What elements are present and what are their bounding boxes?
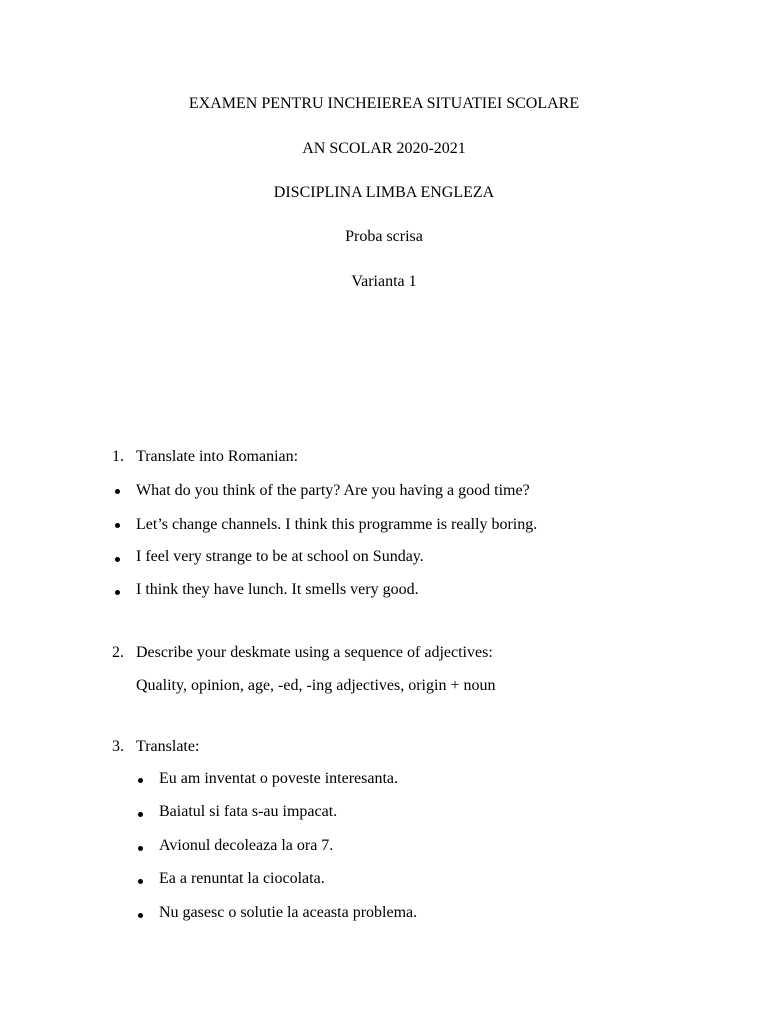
item-1-bullet-2: Let’s change channels. I think this programme is really boring. bbox=[136, 516, 538, 533]
item-1-bullet-3: I feel very strange to be at school on Sunday. bbox=[136, 548, 424, 565]
bullet-icon bbox=[138, 812, 143, 817]
item-2-title: Describe your deskmate using a sequence of adjectives: bbox=[136, 644, 493, 661]
subject: DISCIPLINA LIMBA ENGLEZA bbox=[273, 184, 495, 201]
item-3-bullet-1: Eu am inventat o poveste interesanta. bbox=[159, 770, 399, 787]
bullet-icon bbox=[138, 879, 143, 884]
variant: Varianta 1 bbox=[351, 273, 417, 290]
item-1-title: Translate into Romanian: bbox=[136, 448, 299, 465]
item-3-bullet-5: Nu gasesc o solutie la aceasta problema. bbox=[159, 904, 418, 921]
school-year: AN SCOLAR 2020-2021 bbox=[302, 140, 466, 157]
bullet-icon bbox=[115, 590, 120, 595]
bullet-icon bbox=[138, 778, 143, 783]
item-1-number: 1. bbox=[112, 448, 124, 465]
item-3-number: 3. bbox=[112, 738, 124, 755]
item-1-bullet-4: I think they have lunch. It smells very good. bbox=[136, 581, 419, 598]
bullet-icon bbox=[115, 489, 120, 494]
test-type: Proba scrisa bbox=[345, 228, 423, 245]
bullet-icon bbox=[138, 913, 143, 918]
item-2-number: 2. bbox=[112, 644, 124, 661]
item-2-subtitle: Quality, opinion, age, -ed, -ing adjectives, origin + noun bbox=[136, 677, 496, 694]
bullet-icon bbox=[138, 846, 143, 851]
item-3-bullet-3: Avionul decoleaza la ora 7. bbox=[159, 837, 334, 854]
item-1-bullet-1: What do you think of the party? Are you having a good time? bbox=[136, 482, 530, 499]
bullet-icon bbox=[115, 523, 120, 528]
item-3-bullet-2: Baiatul si fata s-au impacat. bbox=[159, 803, 338, 820]
exam-title: EXAMEN PENTRU INCHEIEREA SITUATIEI SCOLARE bbox=[188, 95, 580, 112]
item-3-bullet-4: Ea a renuntat la ciocolata. bbox=[159, 870, 325, 887]
item-3-title: Translate: bbox=[136, 738, 200, 755]
bullet-icon bbox=[115, 557, 120, 562]
